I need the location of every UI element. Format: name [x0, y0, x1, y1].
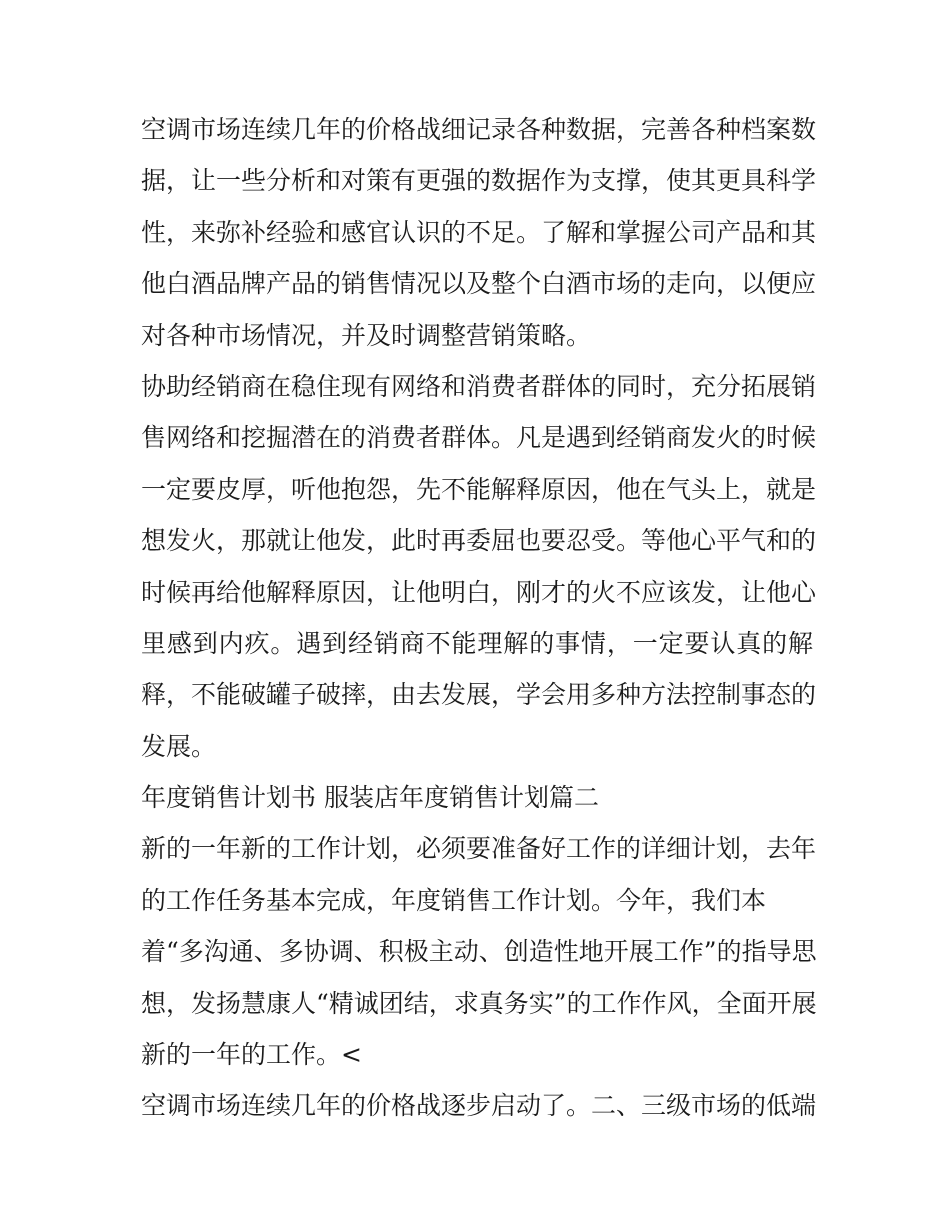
text-line: 释，不能破罐子破摔，由去发展，学会用多种方法控制事态的 [141, 680, 817, 710]
text-line: 想发火，那就让他发，此时再委屈也要忍受。等他心平气和的 [141, 526, 817, 556]
text-line: 他白酒品牌产品的销售情况以及整个白酒市场的走向，以便应 [141, 269, 817, 299]
text-line: 空调市场连续几年的价格战细记录各种数据，完善各种档案数 [141, 115, 817, 144]
text-line: 空调市场连续几年的价格战逐步启动了。二、三级市场的低端 [141, 1091, 817, 1121]
text-line: 里感到内疚。遇到经销商不能理解的事情，一定要认真的解 [141, 628, 813, 658]
text-line: 新的一年新的工作计划，必须要准备好工作的详细计划，去年 [141, 834, 817, 864]
text-line: 对各种市场情况，并及时调整营销策略。 [141, 320, 592, 350]
section-heading: 年度销售计划书 服装店年度销售计划篇二 [141, 783, 599, 813]
text-line: 发展。 [141, 731, 217, 761]
document-body [141, 104, 817, 1132]
text-line: 时候再给他解释原因，让他明白，刚才的火不应该发，让他心 [141, 577, 817, 607]
text-line: 性，来弥补经验和感官认识的不足。了解和掌握公司产品和其 [141, 217, 817, 247]
text-line: 想，发扬慧康人“精诚团结，求真务实”的工作作风，全面开展 [141, 988, 817, 1018]
text-line: 新的一年的工作。< [141, 1040, 362, 1070]
text-line: 一定要皮厚，听他抱怨，先不能解释原因，他在气头上，就是 [141, 474, 817, 504]
text-line: 协助经销商在稳住现有网络和消费者群体的同时，充分拓展销 [141, 371, 817, 401]
text-line: 着“多沟通、多协调、积极主动、创造性地开展工作”的指导思 [141, 937, 817, 967]
text-line: 的工作任务基本完成，年度销售工作计划。今年，我们本 [141, 885, 767, 915]
text-line: 据，让一些分析和对策有更强的数据作为支撑，使其更具科学 [141, 166, 817, 196]
text-line: 售网络和挖掘潜在的消费者群体。凡是遇到经销商发火的时候 [141, 423, 817, 453]
